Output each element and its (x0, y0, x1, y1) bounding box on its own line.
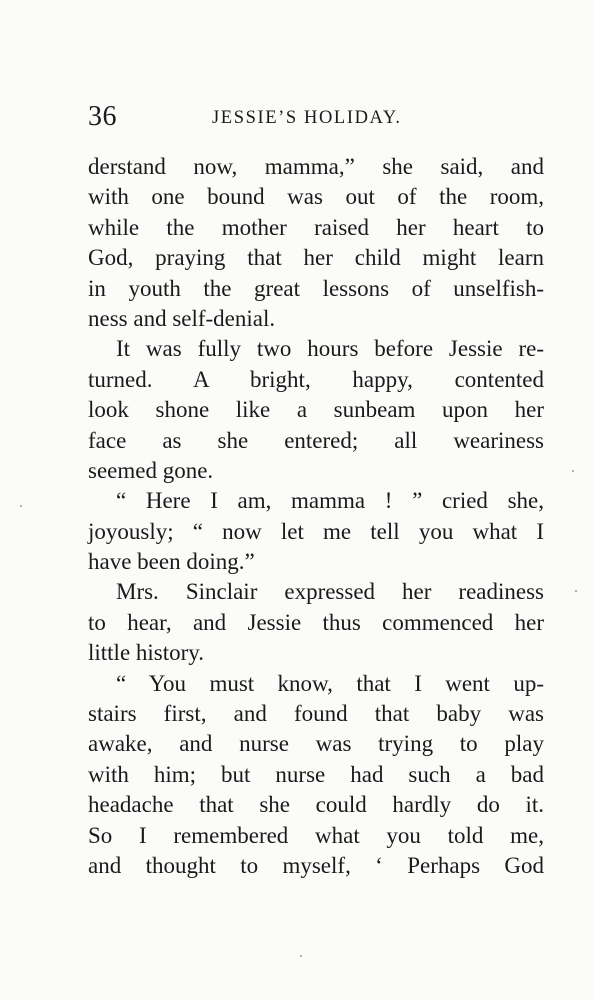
running-title: JESSIE’S HOLIDAY. (212, 108, 402, 128)
text-line: to hear, and Jessie thus commenced her (88, 609, 544, 635)
text-line: seemed gone. (88, 457, 214, 483)
text-line: ness and self-denial. (88, 305, 276, 331)
text-line: So I remembered what you told me, (88, 822, 544, 848)
text-line: face as she entered; all weariness (88, 427, 544, 453)
text-line: joyously; “ now let me tell you what I (88, 518, 544, 544)
text-line: turned. A bright, happy, contented (88, 366, 544, 392)
text-line: derstand now, mamma,” she said, and (88, 154, 544, 179)
paper-speck (300, 955, 302, 957)
text-line: with one bound was out of the room, (88, 184, 544, 210)
text-line: awake, and nurse was trying to play (88, 731, 544, 757)
text-line: while the mother raised her heart to (88, 214, 544, 240)
text-line: “ You must know, that I went up- (116, 670, 544, 696)
paper-speck (572, 470, 574, 472)
text-line: look shone like a sunbeam upon her (88, 397, 544, 423)
text-line: and thought to myself, ‘ Perhaps God (88, 852, 544, 878)
text-line: have been doing.” (88, 549, 255, 575)
paper-speck (575, 590, 577, 592)
text-line: little history. (88, 640, 205, 666)
text-line: headache that she could hardly do it. (88, 792, 544, 818)
page-header (88, 100, 544, 134)
page-number: 36 (88, 101, 117, 132)
text-line: Mrs. Sinclair expressed her readiness (116, 579, 544, 605)
text-line: It was fully two hours before Jessie re- (116, 336, 544, 362)
text-line: stairs first, and found that baby was (88, 701, 544, 727)
text-line: in youth the great lessons of unselfish- (88, 275, 544, 301)
paper-speck (20, 505, 22, 507)
text-line: with him; but nurse had such a bad (88, 761, 544, 787)
text-line: God, praying that her child might learn (88, 245, 544, 271)
body-text (88, 152, 544, 881)
text-line: “ Here I am, mamma ! ” cried she, (116, 488, 544, 514)
